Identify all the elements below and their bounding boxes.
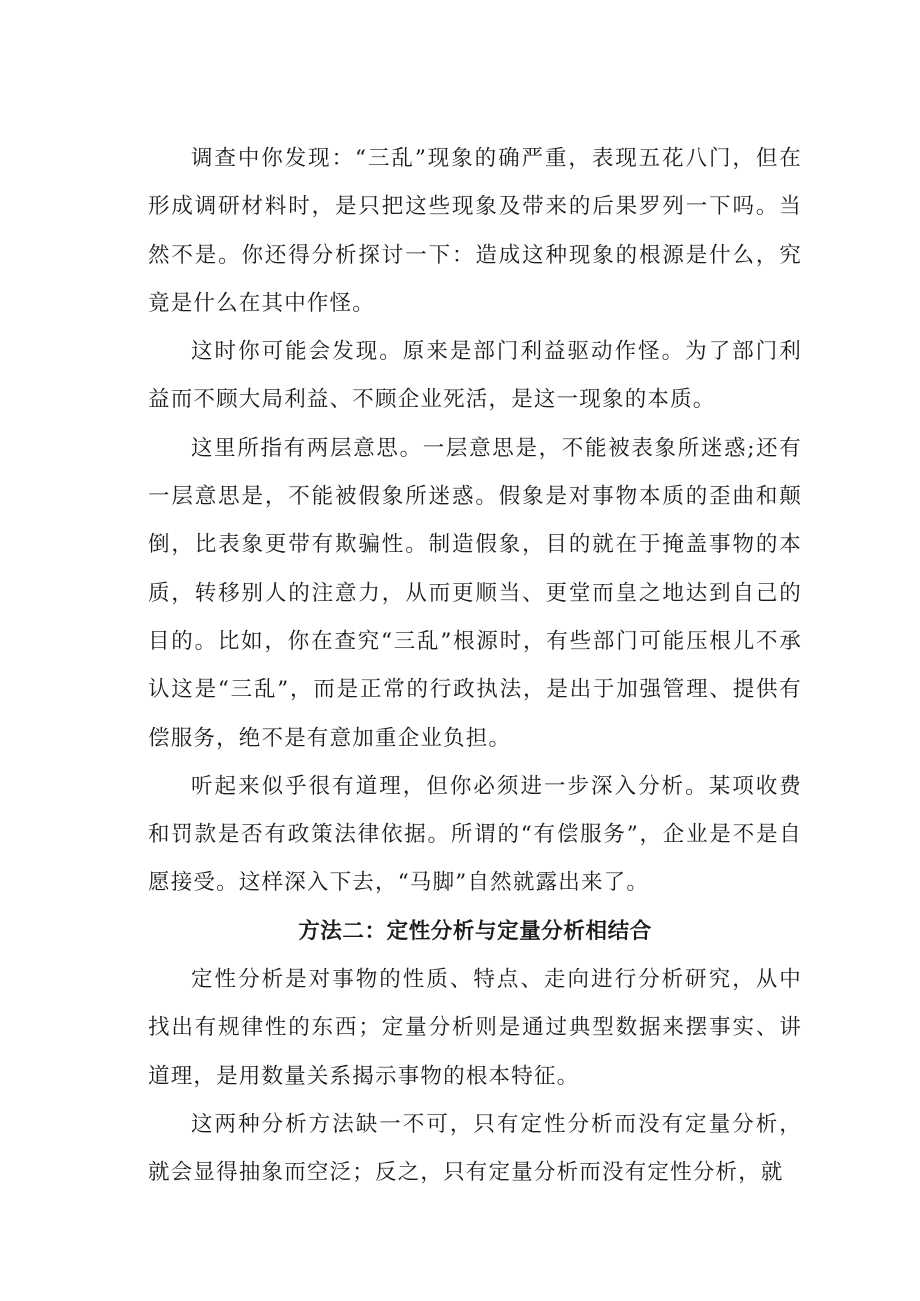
paragraph-both-methods-required: 这两种分析方法缺一不可，只有定性分析而没有定量分析，就会显得抽象而空泛；反之，只有定量分析而没有定性分析，就 bbox=[148, 1111, 802, 1186]
paragraph-qualitative-quantitative-definition: 定性分析是对事物的性质、特点、走向进行分析研究，从中找出有规律性的东西；定量分析则是通过典型数据来摆事实、讲道理，是用数量关系揭示事物的根本特征。 bbox=[148, 967, 802, 1089]
section-heading-method-two: 方法二：定性分析与定量分析相结合 bbox=[298, 918, 652, 944]
document-page bbox=[148, 135, 802, 1198]
paragraph-department-interest: 这时你可能会发现。原来是部门利益驱动作怪。为了部门利益而不顾大局利益、不顾企业死活，是这一现象的本质。 bbox=[148, 339, 802, 413]
paragraph-deeper-analysis: 听起来似乎很有道理，但你必须进一步深入分析。某项收费和罚款是否有政策法律依据。所谓的“有偿服务”，企业是不是自愿接受。这样深入下去，“马脚”自然就露出来了。 bbox=[148, 773, 802, 896]
paragraph-two-meanings: 这里所指有两层意思。一层意思是，不能被表象所迷惑;还有一层意思是，不能被假象所迷惑。假象是对事物本质的歪曲和颠倒，比表象更带有欺骗性。制造假象，目的就在于掩盖事物的本质，转移别人的注意力，从而更顺当、更堂而皇之地达到自己的目的。比如，你在查究“三乱”根源时，有些部门可能压根儿不承认这是“三乱”，而是正常的行政执法，是出于加强管理、提供有偿服务，绝不是有意加重企业负担。 bbox=[148, 435, 802, 751]
paragraph-root-cause-investigation: 调查中你发现：“三乱”现象的确严重，表现五花八门，但在形成调研材料时，是只把这些现象及带来的后果罗列一下吗。当然不是。你还得分析探讨一下：造成这种现象的根源是什么，究竟是什么在其中作怪。 bbox=[148, 146, 802, 316]
